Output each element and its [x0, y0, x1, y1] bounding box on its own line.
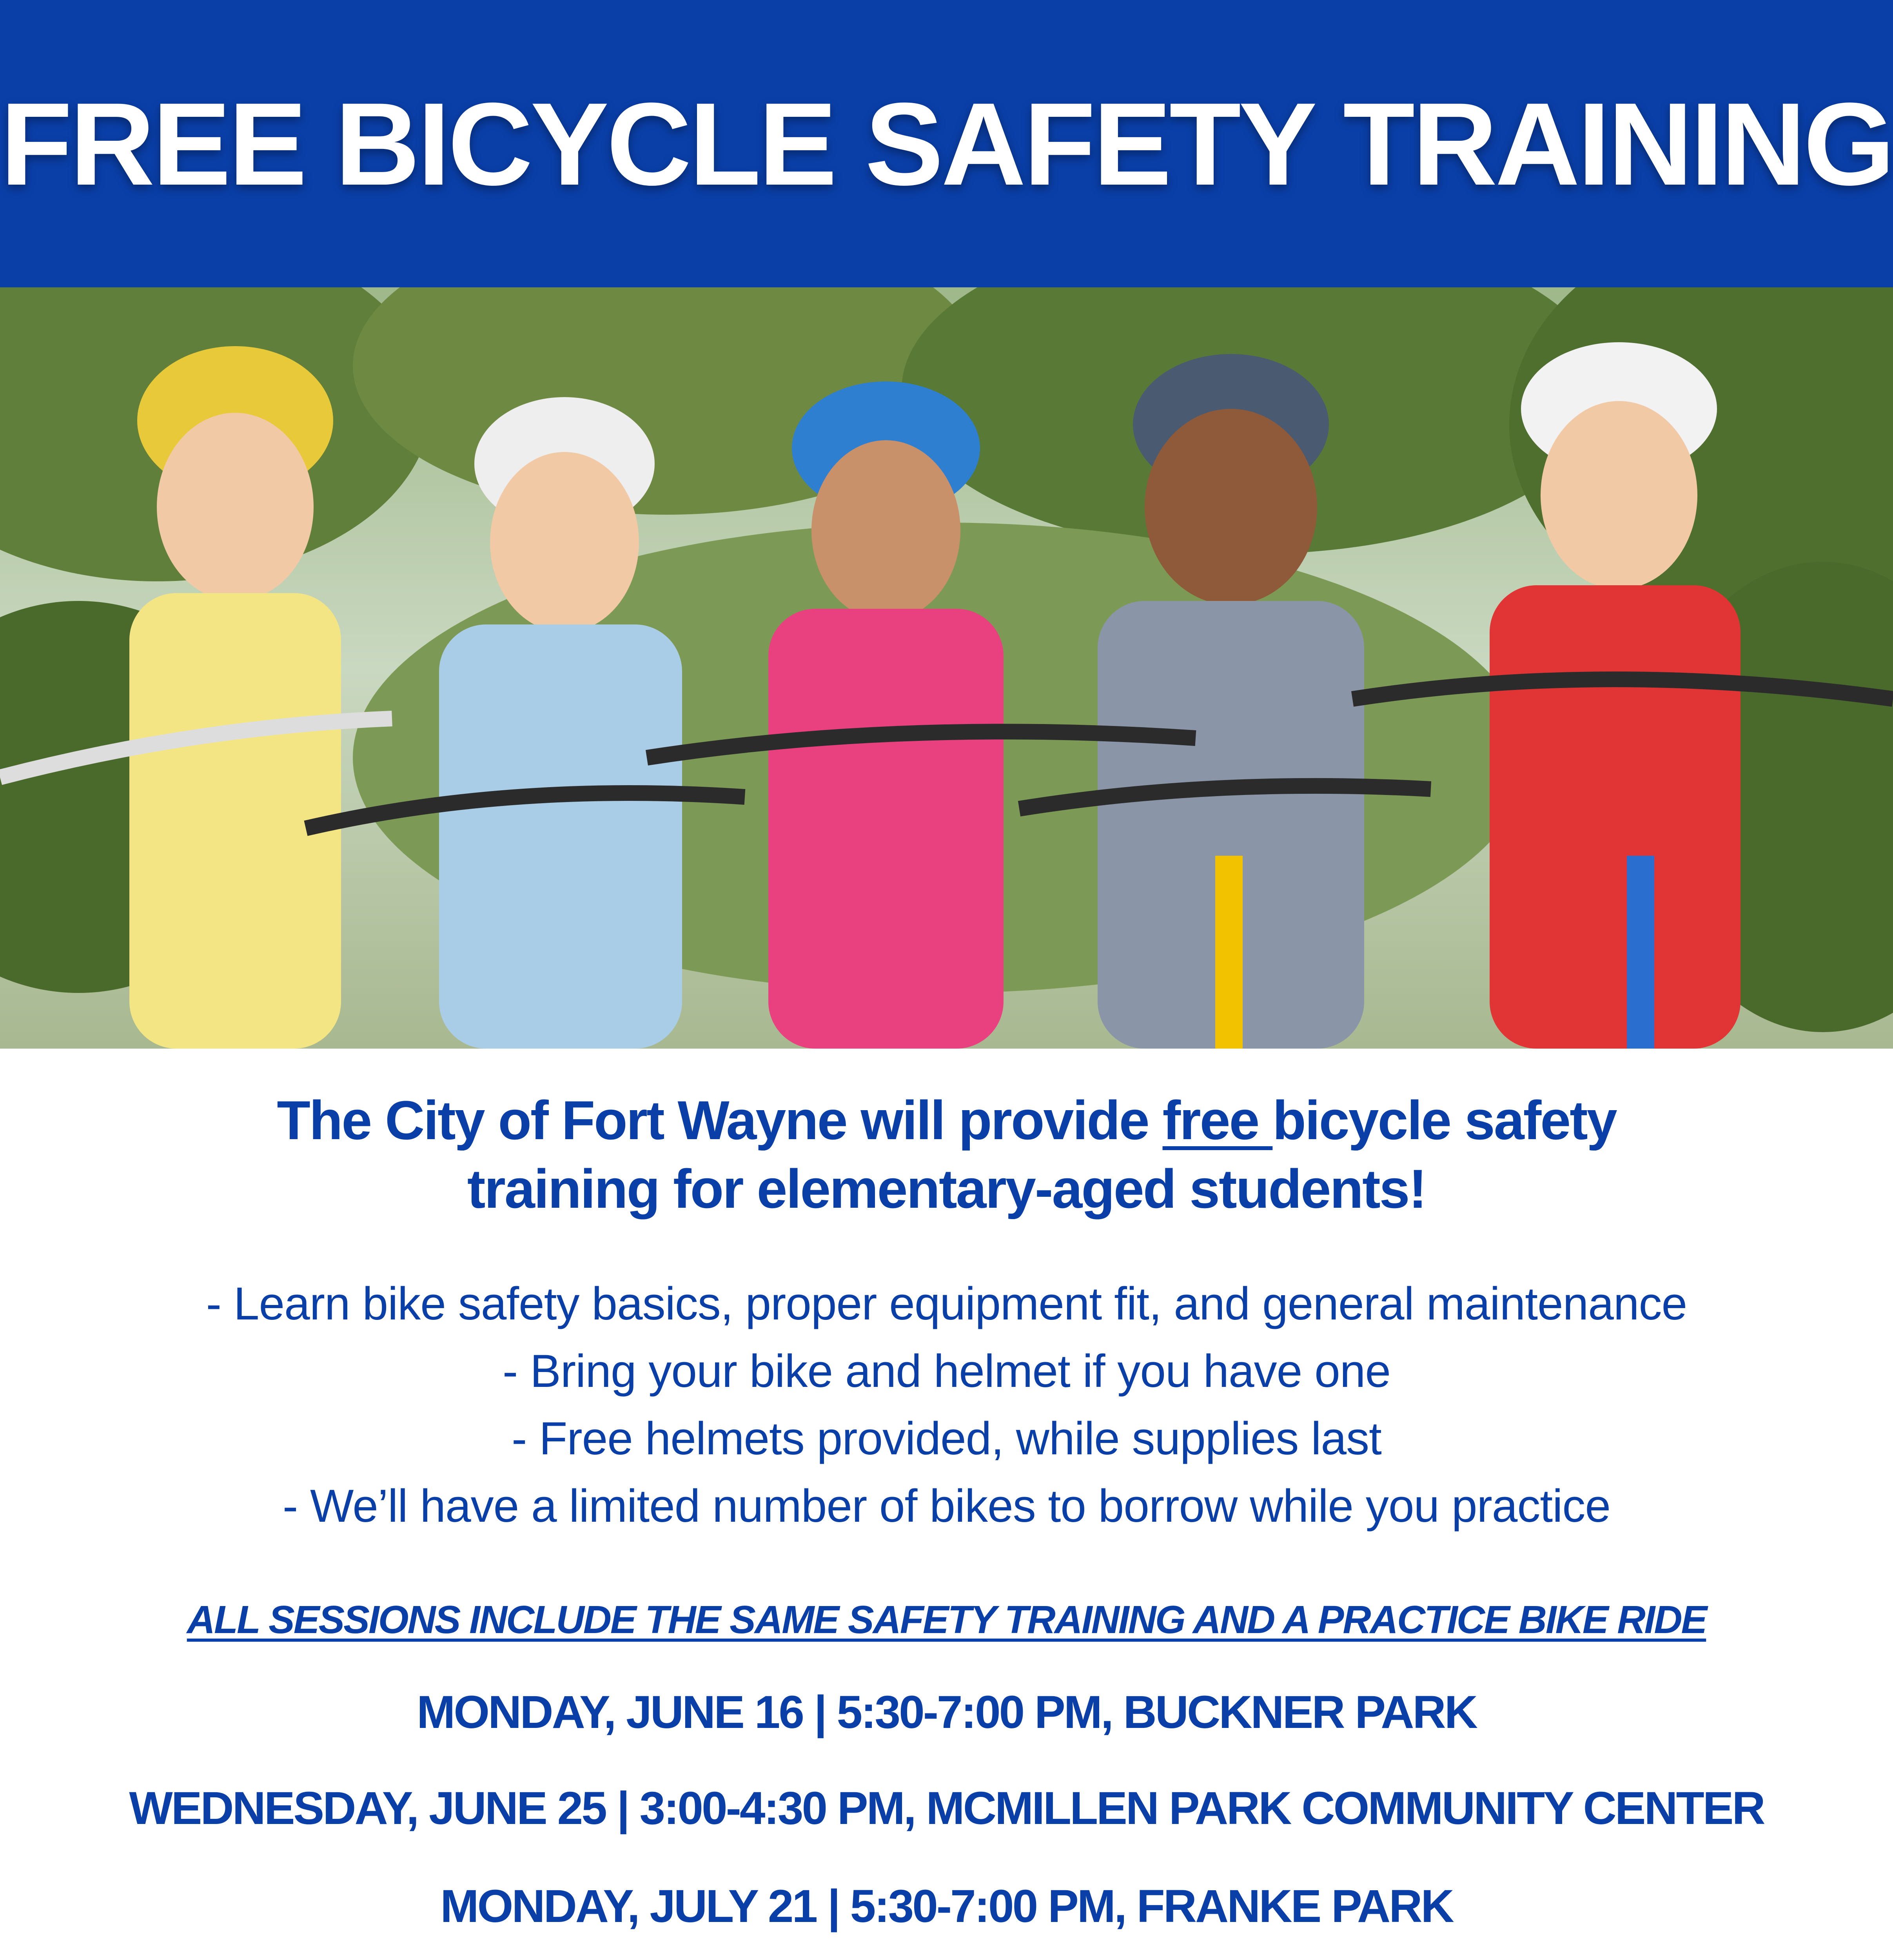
session-item: MONDAY, JUNE 16 | 5:30-7:00 PM, BUCKNER PARK: [417, 1686, 1476, 1738]
page-title: FREE BICYCLE SAFETY TRAINING: [0, 78, 1893, 210]
header-banner: [0, 0, 1893, 287]
intro-statement: [0, 1086, 1893, 1223]
list-item: - Bring your bike and helmet if you have one: [503, 1345, 1390, 1397]
feature-list: [0, 1270, 1893, 1540]
intro-text-before: The City of Fort Wayne will provide: [277, 1089, 1163, 1151]
intro-line-2: training for elementary-aged students!: [467, 1158, 1426, 1220]
session-item: MONDAY, JULY 21 | 5:30-7:00 PM, FRANKE PARK: [440, 1880, 1453, 1932]
intro-text-after: bicycle safety: [1272, 1089, 1616, 1151]
list-item: - We’ll have a limited number of bikes to borrow while you practice: [282, 1480, 1611, 1532]
list-item: - Learn bike safety basics, proper equipment fit, and general maintenance: [206, 1278, 1687, 1330]
list-item: - Free helmets provided, while supplies last: [512, 1413, 1381, 1465]
intro-line-1: [0, 1086, 1893, 1154]
intro-free-emphasis: free: [1162, 1089, 1273, 1151]
kids-on-bikes-photo: [0, 287, 1893, 1049]
sessions-heading: ALL SESSIONS INCLUDE THE SAME SAFETY TRAINING AND A PRACTICE BIKE RIDE: [187, 1598, 1706, 1642]
session-item: WEDNESDAY, JUNE 25 | 3:00-4:30 PM, MCMILLEN PARK COMMUNITY CENTER: [129, 1782, 1764, 1834]
